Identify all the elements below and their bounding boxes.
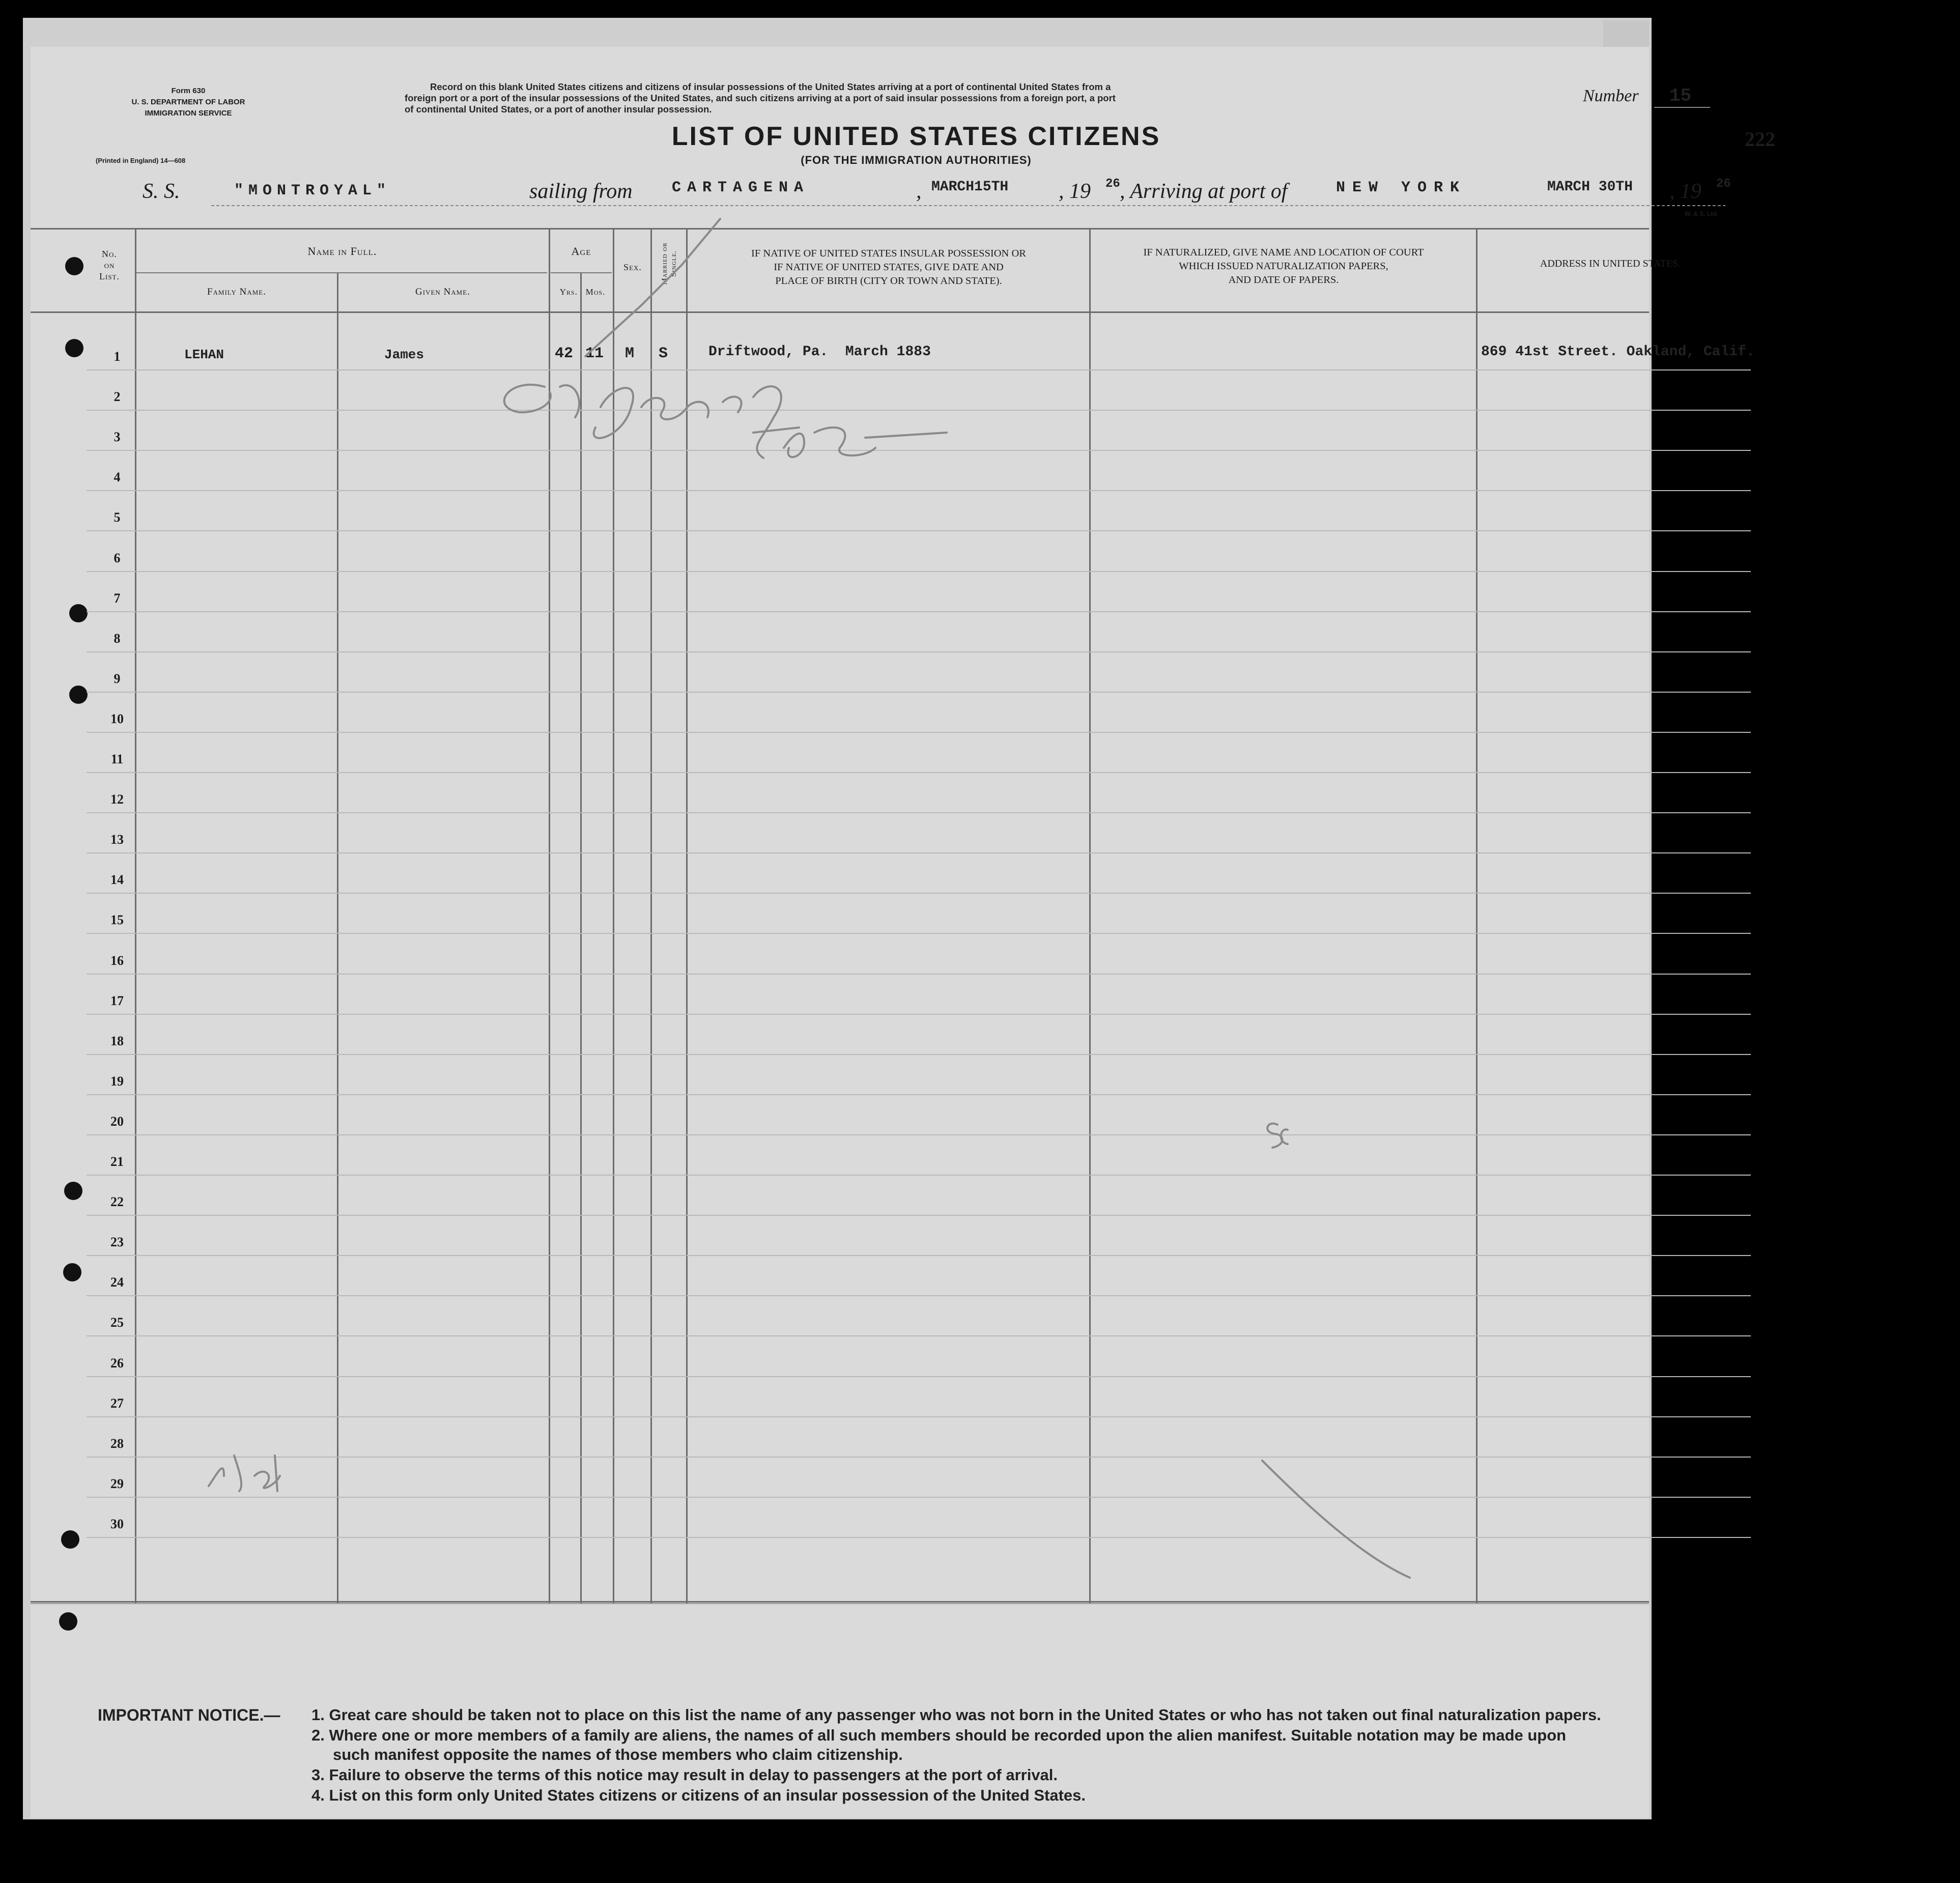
printer-mark: W. & S. Ltd. [1685,210,1718,217]
page-subtitle: (FOR THE IMMIGRATION AUTHORITIES) [801,154,1032,166]
row-number: 18 [110,1033,124,1048]
notice-item-4: 4. List on this form only United States citizens or citizens of an insular possession of the United States. [311,1786,1086,1804]
number-label: Number [1583,87,1639,105]
row-number: 3 [113,430,121,445]
row-number: 5 [113,510,121,525]
row-number: 29 [110,1476,124,1491]
arriving-label: , Arriving at port of [1120,180,1288,203]
instruction-line: Record on this blank United States citizens and citizens of insular possessions of the United States arriving at a port of continental United States from a [430,81,1111,92]
year-prefix: , 19 [1059,180,1091,203]
row-number: 14 [110,872,124,888]
year-prefix: , 19 [1669,180,1701,203]
entry-given-name: James [384,347,424,362]
ss-label: S. S. [143,180,180,203]
row-number: 7 [113,590,121,606]
row-number: 16 [110,953,124,968]
check-mark [585,219,720,356]
from-port: CARTAGENA [672,179,810,196]
row-number: 8 [113,631,121,646]
depart-year: 26 [1105,177,1120,191]
printed-note: (Printed in England) 14—608 [96,157,186,164]
row-number: 12 [110,792,124,807]
pencil-stroke [1262,1461,1410,1578]
entry-marital: S [659,345,668,362]
header-native-line: IF NATIVE OF UNITED STATES INSULAR POSSESSION OR [751,248,1026,259]
form-number: Form 630 [171,87,206,95]
row-number: 26 [110,1355,124,1371]
entry-age-years: 42 [555,345,574,362]
row-number: 17 [110,993,124,1008]
scribble-mark [1267,1124,1288,1148]
header-name-in-full: Name in Full. [307,245,377,258]
page-title: LIST OF UNITED STATES CITIZENS [671,122,1161,151]
row-number: 6 [113,550,121,565]
header-naturalized-line: AND DATE OF PAPERS. [1228,274,1339,286]
row-number: 30 [110,1516,124,1531]
to-port: NEW YORK [1336,179,1467,196]
entry-age-months: 11 [585,345,604,362]
row-number: 25 [110,1315,124,1330]
entry-birth: Driftwood, Pa. March 1883 [708,344,931,360]
header-family-name: Family Name. [207,287,266,297]
entry-address: 869 41st Street. Oakland, Calif. [1481,344,1755,360]
row-number: 13 [110,832,124,847]
list-number: 15 [1669,85,1692,106]
header-naturalized-line: WHICH ISSUED NATURALIZATION PAPERS, [1179,261,1388,272]
row-number: 24 [110,1275,124,1290]
row-number: 28 [110,1436,124,1451]
row-number: 2 [113,389,121,405]
page-stamp: 222 [1745,128,1775,151]
header-sex: Sex. [623,262,642,272]
service: IMMIGRATION SERVICE [145,109,232,118]
header-naturalized-line: IF NATURALIZED, GIVE NAME AND LOCATION OF COURT [1143,247,1424,258]
inspector-note [753,427,947,457]
comma: , [916,180,922,203]
arrive-year: 26 [1716,177,1731,191]
row-number: 10 [110,711,124,726]
header-address: ADDRESS IN UNITED STATES. [1540,258,1681,269]
row-number: 15 [110,912,124,928]
header-given-name: Given Name. [415,287,470,297]
row-number: 4 [113,470,121,485]
header-native-line: PLACE OF BIRTH (CITY OR TOWN AND STATE). [775,275,1002,287]
instruction-line: of continental United States, or a port of another insular possession. [405,104,712,115]
row-number: 1 [113,349,121,364]
header-native-line: IF NATIVE OF UNITED STATES, GIVE DATE AND [774,262,1004,273]
header-on: on [104,260,115,270]
header-list: List. [99,271,120,281]
entry-family-name: LEHAN [184,347,224,362]
notice-item-1: 1. Great care should be taken not to place on this list the name of any passenger who was not born in the United States or who has not taken out final naturalization papers. [311,1706,1601,1724]
sailing-label: sailing from [529,180,633,203]
header-yrs-mos: Yrs. Mos. [559,287,606,297]
instruction-line: foreign port or a port of the insular possessions of the United States, and such citizens arriving at a port of said insular possessions from a foreign port, a port [405,93,1116,103]
inspector-signature [504,385,781,458]
row-number: 11 [110,752,124,766]
row-number: 19 [110,1073,124,1089]
notice-heading: IMPORTANT NOTICE.— [98,1706,280,1724]
header-married-single: Married or Single. [661,242,678,285]
row-number: 9 [113,671,121,686]
row-number: 23 [110,1235,124,1250]
notice-item-3: 3. Failure to observe the terms of this notice may result in delay to passengers at the port of arrival. [311,1766,1058,1784]
row-number: 27 [110,1395,124,1411]
row-number: 21 [110,1154,124,1169]
department: U. S. DEPARTMENT OF LABOR [131,98,245,106]
pencil-mark [209,1456,280,1491]
row-number: 22 [110,1194,124,1210]
notice-item-2-cont: such manifest opposite the names of those members who claim citizenship. [333,1746,903,1763]
header-age: Age [571,245,591,258]
row-number: 20 [110,1114,124,1129]
entry-sex: M [625,345,635,362]
header-no: No. [102,249,117,259]
notice-item-2: 2. Where one or more members of a family are aliens, the names of all such members should be recorded upon the alien manifest. Suitable notation may be made upon [311,1726,1567,1744]
depart-date: MARCH15TH [931,179,1009,195]
arrive-date: MARCH 30TH [1547,179,1633,195]
ship-name: "MONTROYAL" [234,182,391,199]
